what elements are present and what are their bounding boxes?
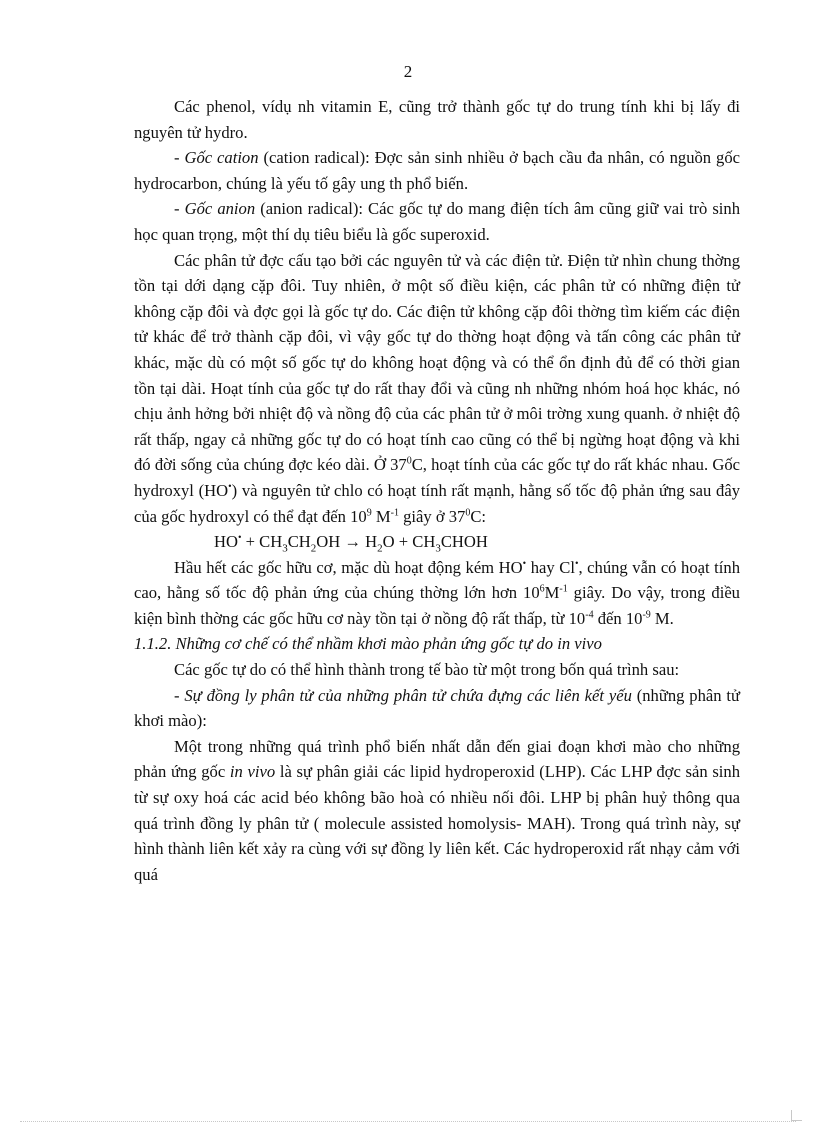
term-anion: Gốc anion — [184, 199, 256, 219]
dash: - — [174, 199, 185, 219]
paragraph-homolysis — [134, 683, 740, 734]
paragraph-molecules — [134, 248, 740, 530]
text: Hầu hết các gốc hữu cơ, mặc dù hoạt động kém HO — [174, 557, 523, 577]
superscript: -1 — [390, 506, 399, 518]
text: giây. Do vậy, trong điều kiện bình thờng các gốc hữu cơ này tồn tại ở nồng độ rất thấp, từ 10 — [134, 583, 740, 628]
subscript: 3 — [435, 542, 441, 555]
body-text — [134, 94, 740, 887]
dash: - — [174, 148, 185, 168]
text: giây ở 37 — [398, 506, 466, 526]
text: , chúng vẫn có hoạt tính cao, hằng số tốc độ phản ứng của chúng thờng lớn hơn 10 — [134, 557, 741, 603]
text: (cation radical): Đợc sản sinh nhiều ở bạch cầu đa nhân, có nguồn gốc hydrocarbon, chúng là yếu tố gây ung th phổ biến. — [134, 148, 740, 193]
text: (những phân tử khơi mào): — [134, 685, 741, 731]
eq-part: HO — [214, 532, 238, 552]
paragraph-organic-radicals — [134, 555, 740, 632]
term-in-vivo: in vivo — [229, 762, 276, 782]
text: M — [371, 506, 391, 526]
text: M — [544, 583, 560, 603]
eq-part: CH — [287, 532, 311, 552]
eq-part: O + CH — [382, 532, 436, 552]
eq-part: CHOH — [440, 532, 488, 552]
radical-dot: • — [228, 481, 232, 493]
superscript: 0 — [406, 455, 412, 467]
chemical-equation — [134, 529, 740, 555]
text: C, hoạt tính của các gốc tự do rất khác nhau. Gốc hydroxyl (HO — [134, 455, 740, 500]
eq-part: OH — [316, 532, 345, 552]
text: (anion radical): Các gốc tự do mang điện tích âm cũng giữ vai trò sinh học quan trọng, một thí dụ tiêu biểu là gốc superoxid. — [134, 199, 740, 244]
text: là sự phân giải các lipid hydroperoxid (LHP). Các LHP đợc sản sinh từ sự oxy hoá các acid béo không bão hoà có nhiều nối đôi. LHP bị phân huỷ thông qua quá trình đồng ly phân tử ( molecule assisted homolysis- MAH). Trong quá trình này, sự hình thành liên kết xảy ra cùng với sự đồng ly liên kết. Các hydroperoxid rất nhạy cảm với quá — [134, 762, 741, 884]
paragraph-four-processes: Các gốc tự do có thể hình thành trong tế bào từ một trong bốn quá trình sau: — [174, 660, 680, 680]
text: C: — [470, 506, 487, 526]
page-bottom-border — [20, 1121, 796, 1122]
text: Một trong những quá trình phổ biến nhất dẫn đến giai đoạn khơi mào cho những phản ứng gốc — [134, 736, 740, 782]
paragraph-anion-radical — [134, 196, 740, 247]
paragraph-phenol: Các phenol, vídụ nh vitamin E, cũng trở thành gốc tự do trung tính khi bị lấy đi nguyên tử hydro. — [134, 97, 740, 142]
term-cation: Gốc cation — [184, 148, 259, 168]
subscript: 2 — [377, 542, 383, 555]
page-corner-mark — [791, 1110, 802, 1121]
text: ) và nguyên tử chlo có hoạt tính rất mạnh, hằng số tốc độ phản ứng sau đây của gốc hydroxyl có thể đạt đến 10 — [134, 480, 740, 526]
term-homolysis: - Sự đồng ly phân tử của những phân tử chứa đựng các liên kết yếu — [174, 685, 632, 705]
superscript: 9 — [366, 506, 372, 518]
paragraph-lhp — [134, 734, 740, 888]
eq-part: H — [360, 532, 378, 552]
text: đến 10 — [593, 608, 643, 628]
text: M. — [650, 608, 674, 628]
radical-dot: • — [574, 558, 579, 570]
reaction-arrow-icon: → — [344, 532, 361, 552]
eq-part: + CH — [241, 532, 283, 552]
subscript: 2 — [310, 542, 317, 555]
text: hay Cl — [526, 557, 575, 577]
text: Các phân tử đợc cấu tạo bởi các nguyên tử và các điện tử. Điện tử nhìn chung thờng tồn tại dới dạng cặp đôi. Tuy nhiên, ở một số điều kiện, các phân tử có những điện tử không cặp đôi và đợc gọi là gốc tự do. Các điện tử không cặp đôi thờng tìm kiếm các điện tử khác để trở thành cặp đôi, vì vậy gốc tự do thờng hoạt động và tấn công các phân tử khác, mặc dù có một số gốc tự do không hoạt động và có thể ổn định đủ để có thời gian tồn tại dài. Hoạt tính của gốc tự do rất thay đổi và cũng nh những nhóm hoá học khác, nó chịu ảnh hởng bởi nhiệt độ và nồng độ của các phân tử ở môi trờng xung quanh. ở nhiệt độ rất thấp, ngay cả những gốc tự do có hoạt tính cao cũng có thể bị ngừng hoạt động và khi đó đời sống của chúng đợc kéo dài. Ở 37 — [134, 250, 740, 475]
page-number: 2 — [403, 62, 413, 81]
subscript: 3 — [282, 542, 288, 555]
paragraph-cation-radical — [134, 145, 740, 196]
radical-dot: • — [237, 532, 242, 544]
superscript: -9 — [642, 609, 651, 621]
section-heading: 1.1.2. Những cơ chế có thể nhầm khơi mào phản ứng gốc tự do in vivo — [134, 634, 602, 654]
radical-dot: • — [522, 558, 527, 570]
superscript: 6 — [539, 583, 545, 595]
superscript: -4 — [585, 609, 594, 621]
superscript: -1 — [559, 583, 568, 595]
superscript: 0 — [465, 506, 471, 518]
